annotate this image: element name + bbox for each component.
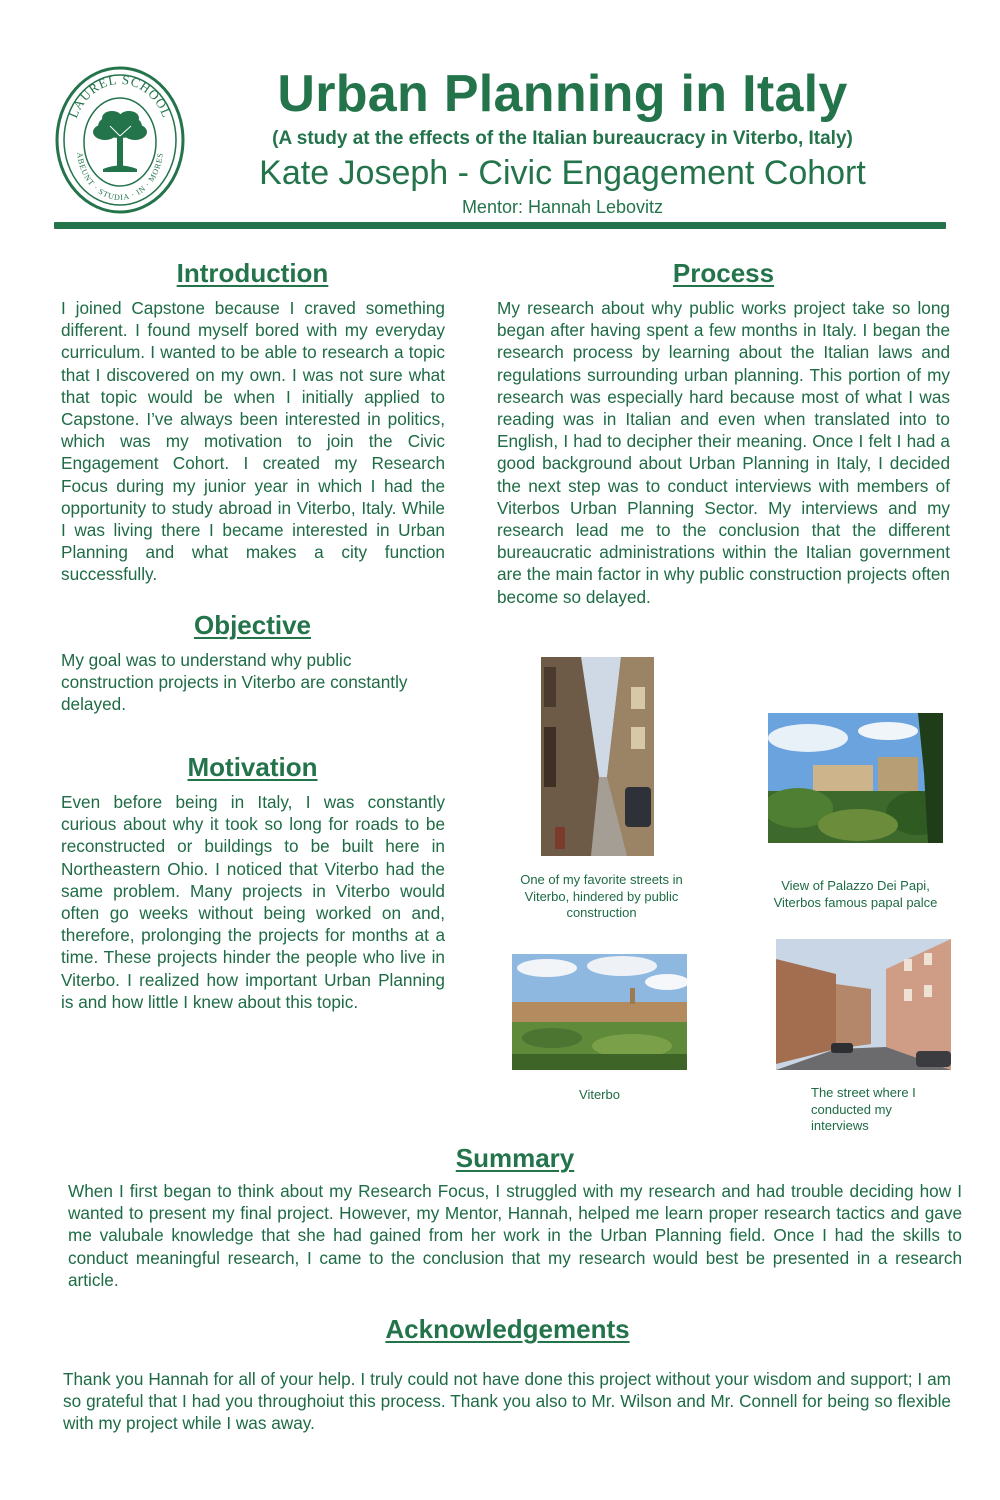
summary-text: When I first began to think about my Research Focus, I struggled with my research and had trouble deciding how I wanted to present my final project. However, my Mentor, Hannah, helped me learn proper research tactics and gave me valubale knowledge that she had gained from her work in the Urban Planning field. Once I had the skills to conduct meaningful research, I came to the conclusion that my research would best be presented in a research article. [68,1181,962,1290]
summary-heading: Summary [455,1143,575,1173]
photo-interview-street [776,939,951,1070]
process-text: My research about why public works project take so long began after having spent a few months in Italy. I began the research process by learning about the Italian laws and regulations surrounding urban planning. This portion of my research was especially hard because most of what I was reading was in Italian and even when translated into to English, I had to decipher their meaning. Once I felt I had a good background about Urban Planning in Italy, I decided the next step was to conduct interviews with members of Viterbos Urban Planning Sector. My interviews and my research lead me to the conclusion that the different bureaucratic administrations within the Italian government are the main factor in why public construction projects often become so delayed. [497,298,950,607]
photo-favorite-street [541,657,654,856]
introduction-text: I joined Capstone because I craved something different. I found myself bored with my everyday curriculum. I wanted to be able to research a topic that I discovered on my own. I was not sure what that topic would be when I initially applied to Capstone. I’ve always been interested in politics, which was my motivation to join the Civic Engagement Cohort. I created my Research Focus during my junior year in which I had the opportunity to study abroad in Viterbo, Italy. While I was living there I became interested in Urban Planning and what makes a city function successfully. [61,298,445,585]
photo-caption-palazzo: View of Palazzo Dei Papi, Viterbos famous papal palce [773,878,938,910]
tree-seal-icon [55,66,185,214]
header-divider [54,222,946,229]
photo-caption-favorite-street: One of my favorite streets in Viterbo, hindered by public construction [520,872,683,920]
motivation-heading: Motivation [187,752,318,782]
acknowledgements-heading: Acknowledgements [385,1314,630,1344]
poster-subtitle: (A study at the effects of the Italian bureaucracy in Viterbo, Italy) [272,128,853,149]
process-heading: Process [672,258,775,288]
motivation-text: Even before being in Italy, I was constantly curious about why it took so long for roads to be reconstructed or buildings to be built here in Northeastern Ohio. I noticed that Viterbo had the same problem. Many projects in Viterbo would often go weeks without being worked on and, therefore, prolonging the projects for months at a time. These projects hinder the people who live in Viterbo. I realized how important Urban Planning is and how little I knew about this topic. [61,792,445,1012]
poster-title: Urban Planning in Italy [277,65,848,123]
introduction-heading: Introduction [176,258,329,288]
logo-top-text: LAUREL SCHOOL [65,71,175,121]
school-logo [55,66,185,214]
photo-caption-interview-street: The street where I conducted my interviews [811,1085,916,1133]
photo-caption-viterbo: Viterbo [579,1087,620,1102]
mentor-line: Mentor: Hannah Lebovitz [461,197,664,217]
logo-bottom-text: ABEUNT · STUDIA · IN · MORES [75,151,165,203]
objective-heading: Objective [193,610,312,640]
author-line: Kate Joseph - Civic Engagement Cohort [259,154,866,192]
photo-palazzo-dei-papi [768,713,943,843]
acknowledgements-text: Thank you Hannah for all of your help. I truly could not have done this project without your wisdom and support; I am so grateful that I had you throughoiut this process. Thank you also to Mr. Wilson and Mr. Connell for being so flexible with my project while I was away. [63,1369,951,1434]
photo-viterbo [512,954,687,1070]
objective-text: My goal was to understand why public construction projects in Viterbo are constantly delayed. [61,650,408,715]
